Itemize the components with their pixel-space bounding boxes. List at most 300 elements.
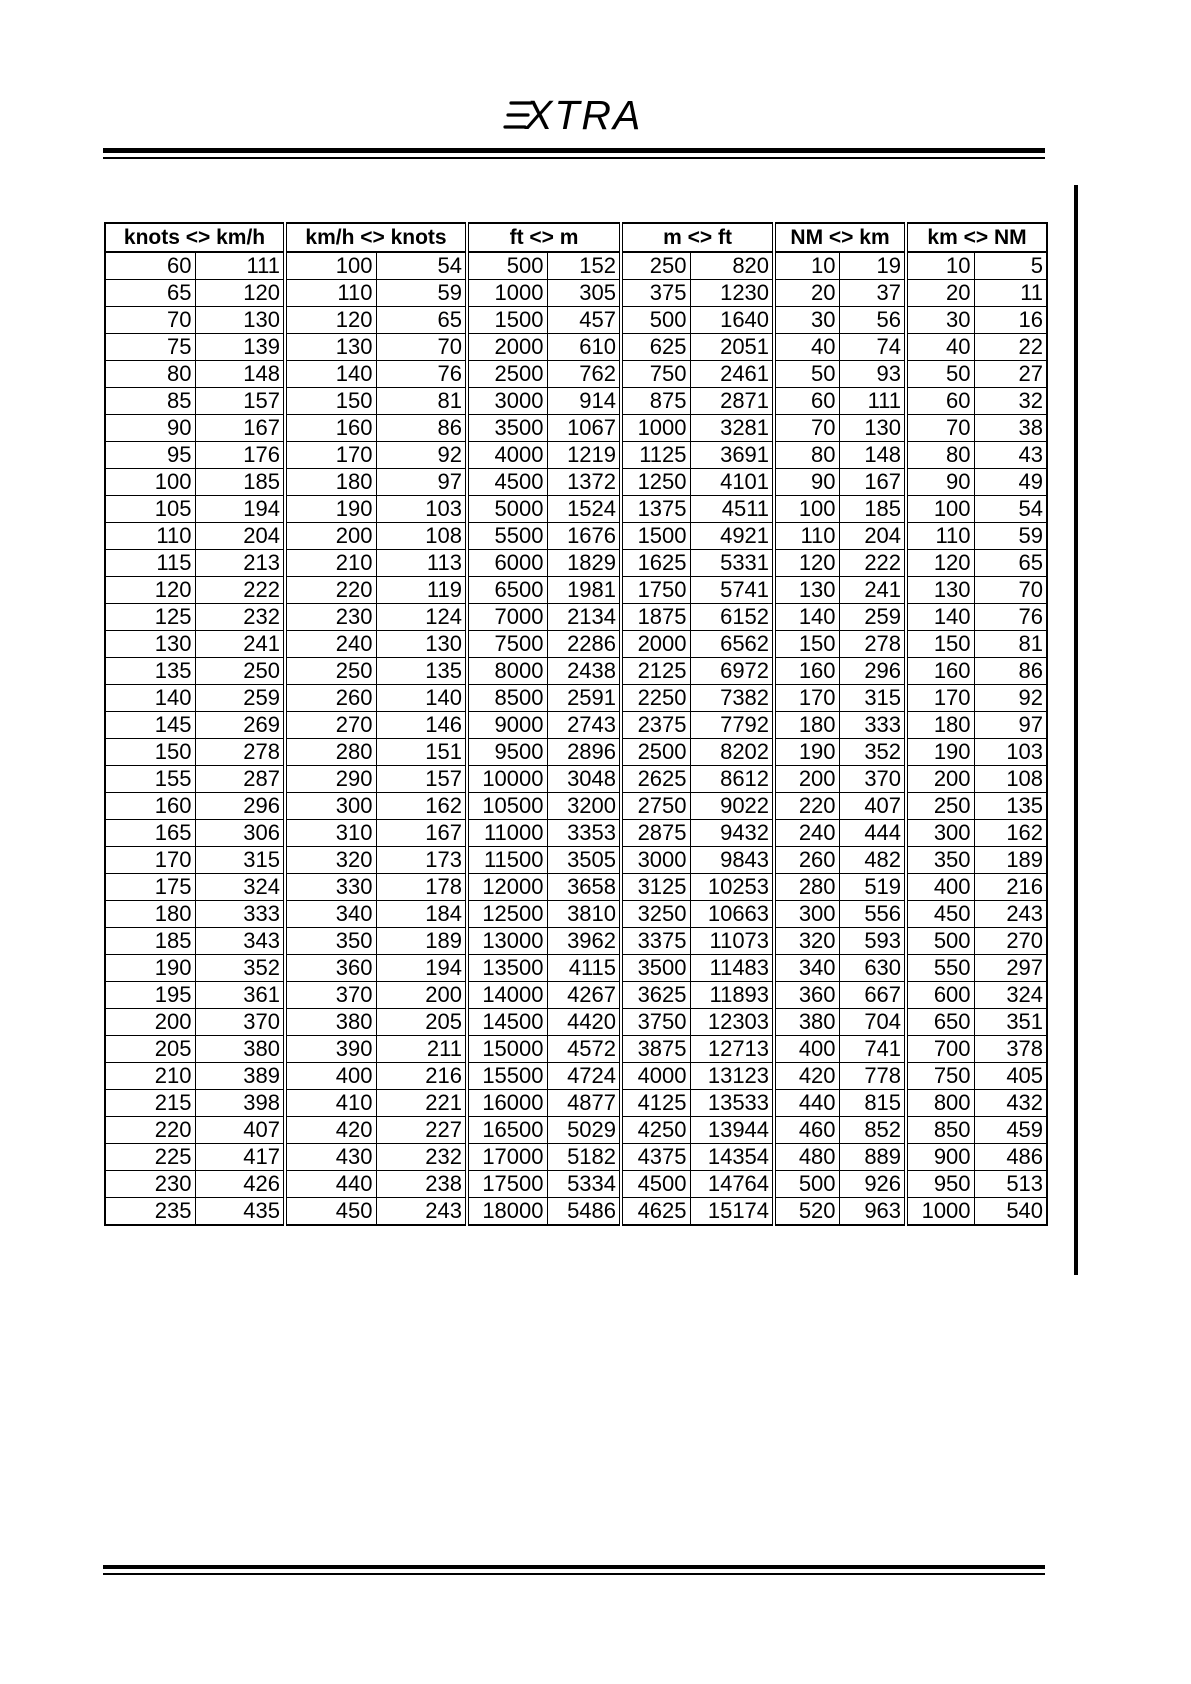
table-cell: 480	[774, 1144, 839, 1171]
table-cell: 148	[839, 442, 906, 469]
table-cell: 593	[839, 928, 906, 955]
table-cell: 4625	[621, 1198, 690, 1226]
table-row	[105, 388, 1047, 415]
table-cell: 13944	[690, 1117, 774, 1144]
table-cell: 170	[774, 685, 839, 712]
table-cell: 140	[774, 604, 839, 631]
logo-text: XTRA	[525, 92, 643, 138]
table-cell: 8500	[467, 685, 547, 712]
table-cell: 194	[376, 955, 467, 982]
table-cell: 140	[285, 361, 376, 388]
table-cell: 6562	[690, 631, 774, 658]
table-cell: 22	[974, 334, 1047, 361]
table-cell: 333	[839, 712, 906, 739]
table-cell: 260	[285, 685, 376, 712]
table-cell: 32	[974, 388, 1047, 415]
table-row	[105, 1198, 1047, 1226]
table-cell: 157	[376, 766, 467, 793]
table-cell: 2591	[547, 685, 621, 712]
table-row	[105, 523, 1047, 550]
table-cell: 200	[774, 766, 839, 793]
table-cell: 205	[105, 1036, 195, 1063]
table-cell: 135	[376, 658, 467, 685]
table-cell: 750	[621, 361, 690, 388]
table-cell: 315	[195, 847, 285, 874]
table-cell: 300	[285, 793, 376, 820]
table-row	[105, 955, 1047, 982]
table-cell: 30	[774, 307, 839, 334]
table-cell: 43	[974, 442, 1047, 469]
table-cell: 232	[376, 1144, 467, 1171]
table-cell: 2461	[690, 361, 774, 388]
table-cell: 180	[906, 712, 974, 739]
table-cell: 195	[105, 982, 195, 1009]
table-cell: 3200	[547, 793, 621, 820]
table-cell: 650	[906, 1009, 974, 1036]
table-cell: 440	[774, 1090, 839, 1117]
table-cell: 3353	[547, 820, 621, 847]
table-cell: 4724	[547, 1063, 621, 1090]
table-cell: 232	[195, 604, 285, 631]
table-cell: 38	[974, 415, 1047, 442]
table-cell: 40	[774, 334, 839, 361]
table-cell: 81	[974, 631, 1047, 658]
table-cell: 108	[376, 523, 467, 550]
table-cell: 340	[285, 901, 376, 928]
table-cell: 230	[105, 1171, 195, 1198]
table-cell: 306	[195, 820, 285, 847]
table-cell: 190	[774, 739, 839, 766]
table-cell: 3810	[547, 901, 621, 928]
table-cell: 250	[621, 252, 690, 280]
table-cell: 963	[839, 1198, 906, 1226]
table-cell: 750	[906, 1063, 974, 1090]
table-cell: 140	[906, 604, 974, 631]
table-cell: 210	[105, 1063, 195, 1090]
table-cell: 204	[839, 523, 906, 550]
table-cell: 900	[906, 1144, 974, 1171]
table-cell: 324	[974, 982, 1047, 1009]
table-cell: 3658	[547, 874, 621, 901]
table-cell: 130	[906, 577, 974, 604]
table-cell: 190	[906, 739, 974, 766]
table-cell: 360	[774, 982, 839, 1009]
table-cell: 287	[195, 766, 285, 793]
table-cell: 200	[376, 982, 467, 1009]
table-cell: 222	[839, 550, 906, 577]
table-cell: 1067	[547, 415, 621, 442]
table-cell: 145	[105, 712, 195, 739]
right-margin-rule	[1074, 185, 1078, 1275]
table-cell: 185	[195, 469, 285, 496]
table-cell: 914	[547, 388, 621, 415]
table-row	[105, 1036, 1047, 1063]
table-cell: 3962	[547, 928, 621, 955]
table-cell: 235	[105, 1198, 195, 1226]
table-cell: 340	[774, 955, 839, 982]
table-cell: 190	[105, 955, 195, 982]
table-cell: 5	[974, 252, 1047, 280]
table-cell: 4921	[690, 523, 774, 550]
table-cell: 95	[105, 442, 195, 469]
table-cell: 160	[906, 658, 974, 685]
table-cell: 350	[906, 847, 974, 874]
table-cell: 9432	[690, 820, 774, 847]
table-row	[105, 334, 1047, 361]
table-cell: 170	[285, 442, 376, 469]
table-cell: 8202	[690, 739, 774, 766]
table-cell: 92	[974, 685, 1047, 712]
table-cell: 11	[974, 280, 1047, 307]
table-cell: 280	[774, 874, 839, 901]
table-cell: 290	[285, 766, 376, 793]
table-cell: 320	[285, 847, 376, 874]
table-cell: 250	[195, 658, 285, 685]
footer-rule-thin	[103, 1573, 1045, 1575]
table-cell: 176	[195, 442, 285, 469]
table-cell: 4125	[621, 1090, 690, 1117]
table-cell: 300	[774, 901, 839, 928]
table-cell: 162	[974, 820, 1047, 847]
table-row	[105, 658, 1047, 685]
table-cell: 167	[195, 415, 285, 442]
table-row	[105, 577, 1047, 604]
table-cell: 380	[285, 1009, 376, 1036]
table-cell: 278	[839, 631, 906, 658]
table-cell: 140	[105, 685, 195, 712]
table-cell: 180	[774, 712, 839, 739]
table-cell: 7000	[467, 604, 547, 631]
table-cell: 15174	[690, 1198, 774, 1226]
table-cell: 210	[285, 550, 376, 577]
table-cell: 2000	[467, 334, 547, 361]
table-cell: 370	[195, 1009, 285, 1036]
table-cell: 460	[774, 1117, 839, 1144]
table-cell: 11893	[690, 982, 774, 1009]
table-cell: 435	[195, 1198, 285, 1226]
table-cell: 60	[105, 252, 195, 280]
table-cell: 556	[839, 901, 906, 928]
table-cell: 120	[906, 550, 974, 577]
table-cell: 5334	[547, 1171, 621, 1198]
table-row	[105, 1171, 1047, 1198]
table-cell: 3500	[467, 415, 547, 442]
table-cell: 65	[105, 280, 195, 307]
table-row	[105, 874, 1047, 901]
table-row	[105, 1009, 1047, 1036]
table-cell: 216	[376, 1063, 467, 1090]
table-cell: 457	[547, 307, 621, 334]
table-cell: 10	[906, 252, 974, 280]
table-cell: 2896	[547, 739, 621, 766]
table-cell: 120	[774, 550, 839, 577]
table-cell: 10663	[690, 901, 774, 928]
table-cell: 2500	[621, 739, 690, 766]
table-cell: 1000	[467, 280, 547, 307]
table-cell: 4500	[621, 1171, 690, 1198]
column-group-header: NM <> km	[774, 223, 906, 252]
table-cell: 370	[285, 982, 376, 1009]
table-cell: 160	[285, 415, 376, 442]
table-cell: 426	[195, 1171, 285, 1198]
table-cell: 100	[105, 469, 195, 496]
table-cell: 59	[376, 280, 467, 307]
table-cell: 7500	[467, 631, 547, 658]
table-row	[105, 820, 1047, 847]
table-cell: 37	[839, 280, 906, 307]
table-cell: 80	[774, 442, 839, 469]
table-cell: 500	[621, 307, 690, 334]
table-cell: 4000	[621, 1063, 690, 1090]
table-cell: 108	[974, 766, 1047, 793]
table-cell: 110	[285, 280, 376, 307]
table-cell: 8612	[690, 766, 774, 793]
table-cell: 519	[839, 874, 906, 901]
table-row	[105, 928, 1047, 955]
table-cell: 70	[376, 334, 467, 361]
table-cell: 200	[285, 523, 376, 550]
table-cell: 241	[195, 631, 285, 658]
table-cell: 30	[906, 307, 974, 334]
table-cell: 90	[906, 469, 974, 496]
table-cell: 148	[195, 361, 285, 388]
table-cell: 500	[467, 252, 547, 280]
table-cell: 157	[195, 388, 285, 415]
table-cell: 440	[285, 1171, 376, 1198]
table-cell: 269	[195, 712, 285, 739]
table-cell: 1375	[621, 496, 690, 523]
table-cell: 280	[285, 739, 376, 766]
table-cell: 741	[839, 1036, 906, 1063]
table-cell: 230	[285, 604, 376, 631]
table-cell: 130	[285, 334, 376, 361]
table-cell: 432	[974, 1090, 1047, 1117]
table-cell: 6972	[690, 658, 774, 685]
table-cell: 4101	[690, 469, 774, 496]
table-cell: 330	[285, 874, 376, 901]
table-cell: 17000	[467, 1144, 547, 1171]
table-cell: 270	[974, 928, 1047, 955]
table-cell: 259	[195, 685, 285, 712]
table-cell: 5029	[547, 1117, 621, 1144]
table-row	[105, 766, 1047, 793]
table-cell: 11073	[690, 928, 774, 955]
table-row	[105, 847, 1047, 874]
table-cell: 1640	[690, 307, 774, 334]
table-row	[105, 712, 1047, 739]
table-cell: 550	[906, 955, 974, 982]
table-row	[105, 901, 1047, 928]
table-cell: 630	[839, 955, 906, 982]
table-cell: 3000	[621, 847, 690, 874]
table-cell: 310	[285, 820, 376, 847]
table-cell: 4250	[621, 1117, 690, 1144]
table-cell: 9500	[467, 739, 547, 766]
table-cell: 407	[839, 793, 906, 820]
table-row	[105, 1117, 1047, 1144]
table-cell: 54	[974, 496, 1047, 523]
table-cell: 296	[195, 793, 285, 820]
table-cell: 13000	[467, 928, 547, 955]
table-cell: 3125	[621, 874, 690, 901]
table-cell: 185	[839, 496, 906, 523]
table-cell: 600	[906, 982, 974, 1009]
table-row	[105, 631, 1047, 658]
table-cell: 100	[774, 496, 839, 523]
table-cell: 315	[839, 685, 906, 712]
table-cell: 170	[906, 685, 974, 712]
footer-rule-thick	[103, 1565, 1045, 1569]
table-row	[105, 415, 1047, 442]
table-cell: 2000	[621, 631, 690, 658]
table-cell: 16000	[467, 1090, 547, 1117]
table-cell: 889	[839, 1144, 906, 1171]
table-cell: 417	[195, 1144, 285, 1171]
table-cell: 350	[285, 928, 376, 955]
table-cell: 1000	[906, 1198, 974, 1226]
table-cell: 40	[906, 334, 974, 361]
table-cell: 486	[974, 1144, 1047, 1171]
table-cell: 135	[974, 793, 1047, 820]
table-cell: 14500	[467, 1009, 547, 1036]
table-cell: 1875	[621, 604, 690, 631]
column-group-header: km/h <> knots	[285, 223, 467, 252]
header-rule-thin	[103, 157, 1045, 159]
table-cell: 4500	[467, 469, 547, 496]
table-cell: 130	[839, 415, 906, 442]
table-cell: 12713	[690, 1036, 774, 1063]
table-cell: 241	[839, 577, 906, 604]
table-cell: 243	[376, 1198, 467, 1226]
table-cell: 1750	[621, 577, 690, 604]
table-cell: 250	[285, 658, 376, 685]
conversion-table	[104, 222, 1048, 1226]
table-cell: 178	[376, 874, 467, 901]
table-cell: 20	[774, 280, 839, 307]
table-cell: 2750	[621, 793, 690, 820]
table-cell: 778	[839, 1063, 906, 1090]
table-cell: 1219	[547, 442, 621, 469]
table-cell: 320	[774, 928, 839, 955]
table-cell: 3000	[467, 388, 547, 415]
table-cell: 50	[774, 361, 839, 388]
table-cell: 296	[839, 658, 906, 685]
table-cell: 220	[774, 793, 839, 820]
table-cell: 407	[195, 1117, 285, 1144]
table-cell: 3625	[621, 982, 690, 1009]
table-cell: 167	[839, 469, 906, 496]
table-cell: 17500	[467, 1171, 547, 1198]
table-cell: 11483	[690, 955, 774, 982]
table-cell: 278	[195, 739, 285, 766]
table-cell: 513	[974, 1171, 1047, 1198]
table-cell: 2438	[547, 658, 621, 685]
table-cell: 4375	[621, 1144, 690, 1171]
table-row	[105, 739, 1047, 766]
table-cell: 361	[195, 982, 285, 1009]
table-row	[105, 280, 1047, 307]
table-cell: 200	[105, 1009, 195, 1036]
table-cell: 15500	[467, 1063, 547, 1090]
table-cell: 150	[105, 739, 195, 766]
table-row	[105, 793, 1047, 820]
extra-logo	[503, 92, 663, 138]
table-cell: 150	[906, 631, 974, 658]
table-cell: 5741	[690, 577, 774, 604]
table-cell: 3691	[690, 442, 774, 469]
table-cell: 1500	[621, 523, 690, 550]
table-cell: 238	[376, 1171, 467, 1198]
table-cell: 243	[974, 901, 1047, 928]
table-cell: 2250	[621, 685, 690, 712]
table-cell: 850	[906, 1117, 974, 1144]
table-cell: 260	[774, 847, 839, 874]
table-cell: 12000	[467, 874, 547, 901]
table-cell: 2051	[690, 334, 774, 361]
table-row	[105, 982, 1047, 1009]
table-row	[105, 1144, 1047, 1171]
table-cell: 173	[376, 847, 467, 874]
table-cell: 950	[906, 1171, 974, 1198]
table-cell: 59	[974, 523, 1047, 550]
table-cell: 4511	[690, 496, 774, 523]
table-cell: 380	[774, 1009, 839, 1036]
table-cell: 200	[906, 766, 974, 793]
table-cell: 65	[376, 307, 467, 334]
table-cell: 240	[774, 820, 839, 847]
table-cell: 6000	[467, 550, 547, 577]
table-cell: 70	[906, 415, 974, 442]
table-cell: 250	[906, 793, 974, 820]
table-cell: 2871	[690, 388, 774, 415]
table-cell: 105	[105, 496, 195, 523]
table-cell: 3375	[621, 928, 690, 955]
table-cell: 2743	[547, 712, 621, 739]
table-cell: 120	[195, 280, 285, 307]
table-cell: 167	[376, 820, 467, 847]
table-cell: 400	[774, 1036, 839, 1063]
table-cell: 450	[906, 901, 974, 928]
table-cell: 60	[774, 388, 839, 415]
table-cell: 420	[774, 1063, 839, 1090]
table-cell: 16	[974, 307, 1047, 334]
table-cell: 110	[906, 523, 974, 550]
table-cell: 50	[906, 361, 974, 388]
table-cell: 389	[195, 1063, 285, 1090]
table-cell: 700	[906, 1036, 974, 1063]
table-cell: 13123	[690, 1063, 774, 1090]
table-cell: 100	[906, 496, 974, 523]
table-cell: 119	[376, 577, 467, 604]
table-cell: 380	[195, 1036, 285, 1063]
table-cell: 259	[839, 604, 906, 631]
table-cell: 7792	[690, 712, 774, 739]
table-cell: 165	[105, 820, 195, 847]
column-group-header: ft <> m	[467, 223, 621, 252]
table-cell: 10	[774, 252, 839, 280]
table-cell: 14354	[690, 1144, 774, 1171]
table-cell: 4572	[547, 1036, 621, 1063]
table-row	[105, 469, 1047, 496]
table-cell: 140	[376, 685, 467, 712]
table-cell: 400	[906, 874, 974, 901]
table-cell: 204	[195, 523, 285, 550]
table-cell: 225	[105, 1144, 195, 1171]
table-cell: 352	[195, 955, 285, 982]
table-cell: 500	[774, 1171, 839, 1198]
table-cell: 130	[195, 307, 285, 334]
table-cell: 220	[285, 577, 376, 604]
